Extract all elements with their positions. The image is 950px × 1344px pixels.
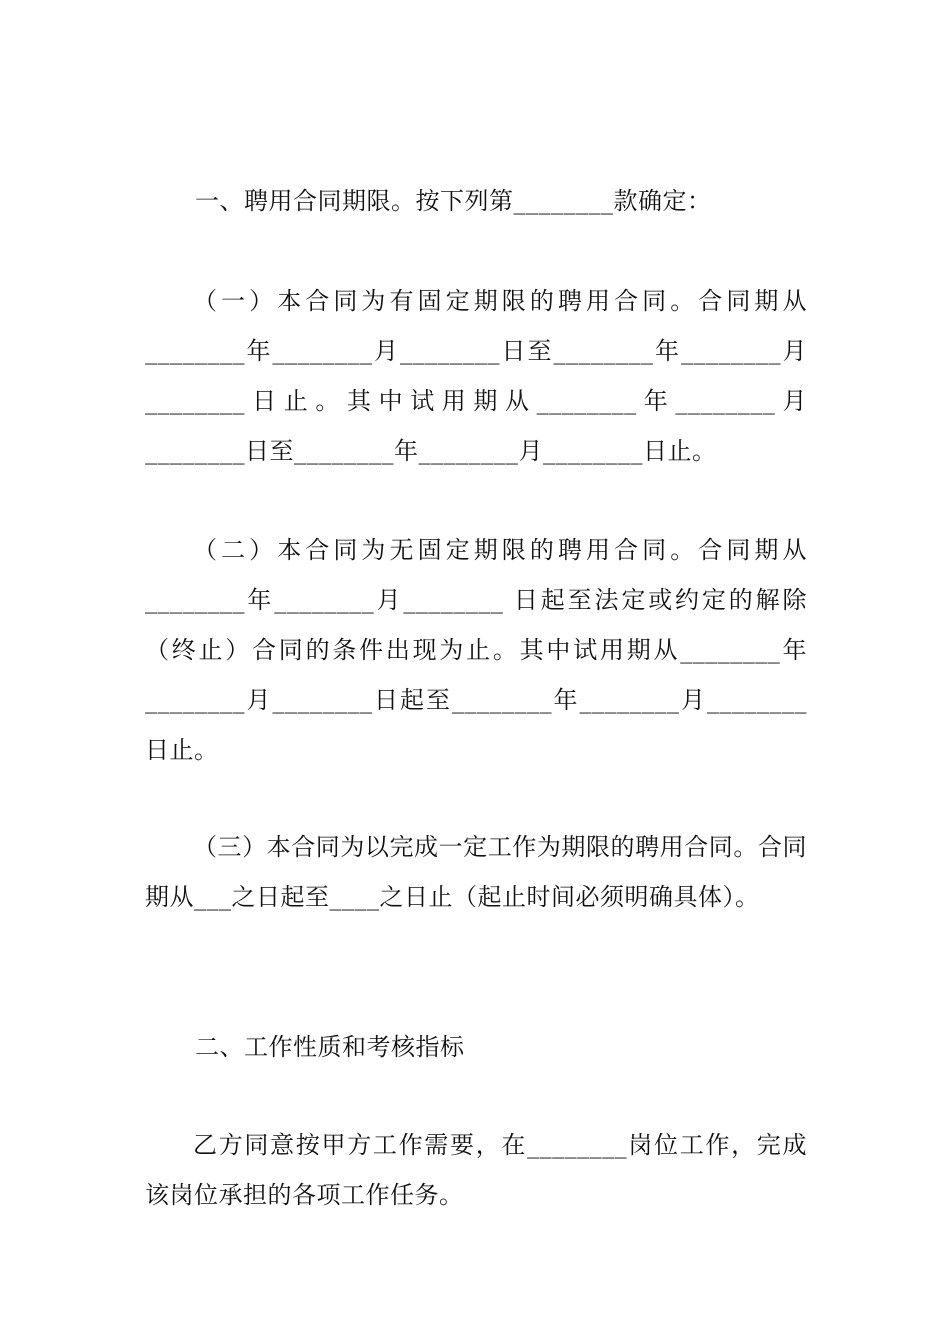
- section-two-heading: 二、工作性质和考核指标: [195, 1033, 465, 1061]
- contract-term-item-fixed: （一）本合同为有固定期限的聘用合同。合同期从________年________月________日至________年________月________日止。其中试用期从________年________月________日至________年________月________日止。: [145, 287, 807, 465]
- section-one-heading: 一、聘用合同期限。按下列第________款确定：: [195, 187, 712, 215]
- job-position-paragraph: 乙方同意按甲方工作需要，在________岗位工作，完成该岗位承担的各项工作任务。: [145, 1131, 807, 1209]
- contract-term-item-task-based: （三）本合同为以完成一定工作为期限的聘用合同。合同期从___之日起至____之日止（起止时间必须明确具体）。: [145, 833, 807, 911]
- contract-term-item-open-ended: （二）本合同为无固定期限的聘用合同。合同期从________年________月________ 日起至法定或约定的解除（终止）合同的条件出现为止。其中试用期从________年________月________日起至________年________月________日止。: [145, 536, 807, 764]
